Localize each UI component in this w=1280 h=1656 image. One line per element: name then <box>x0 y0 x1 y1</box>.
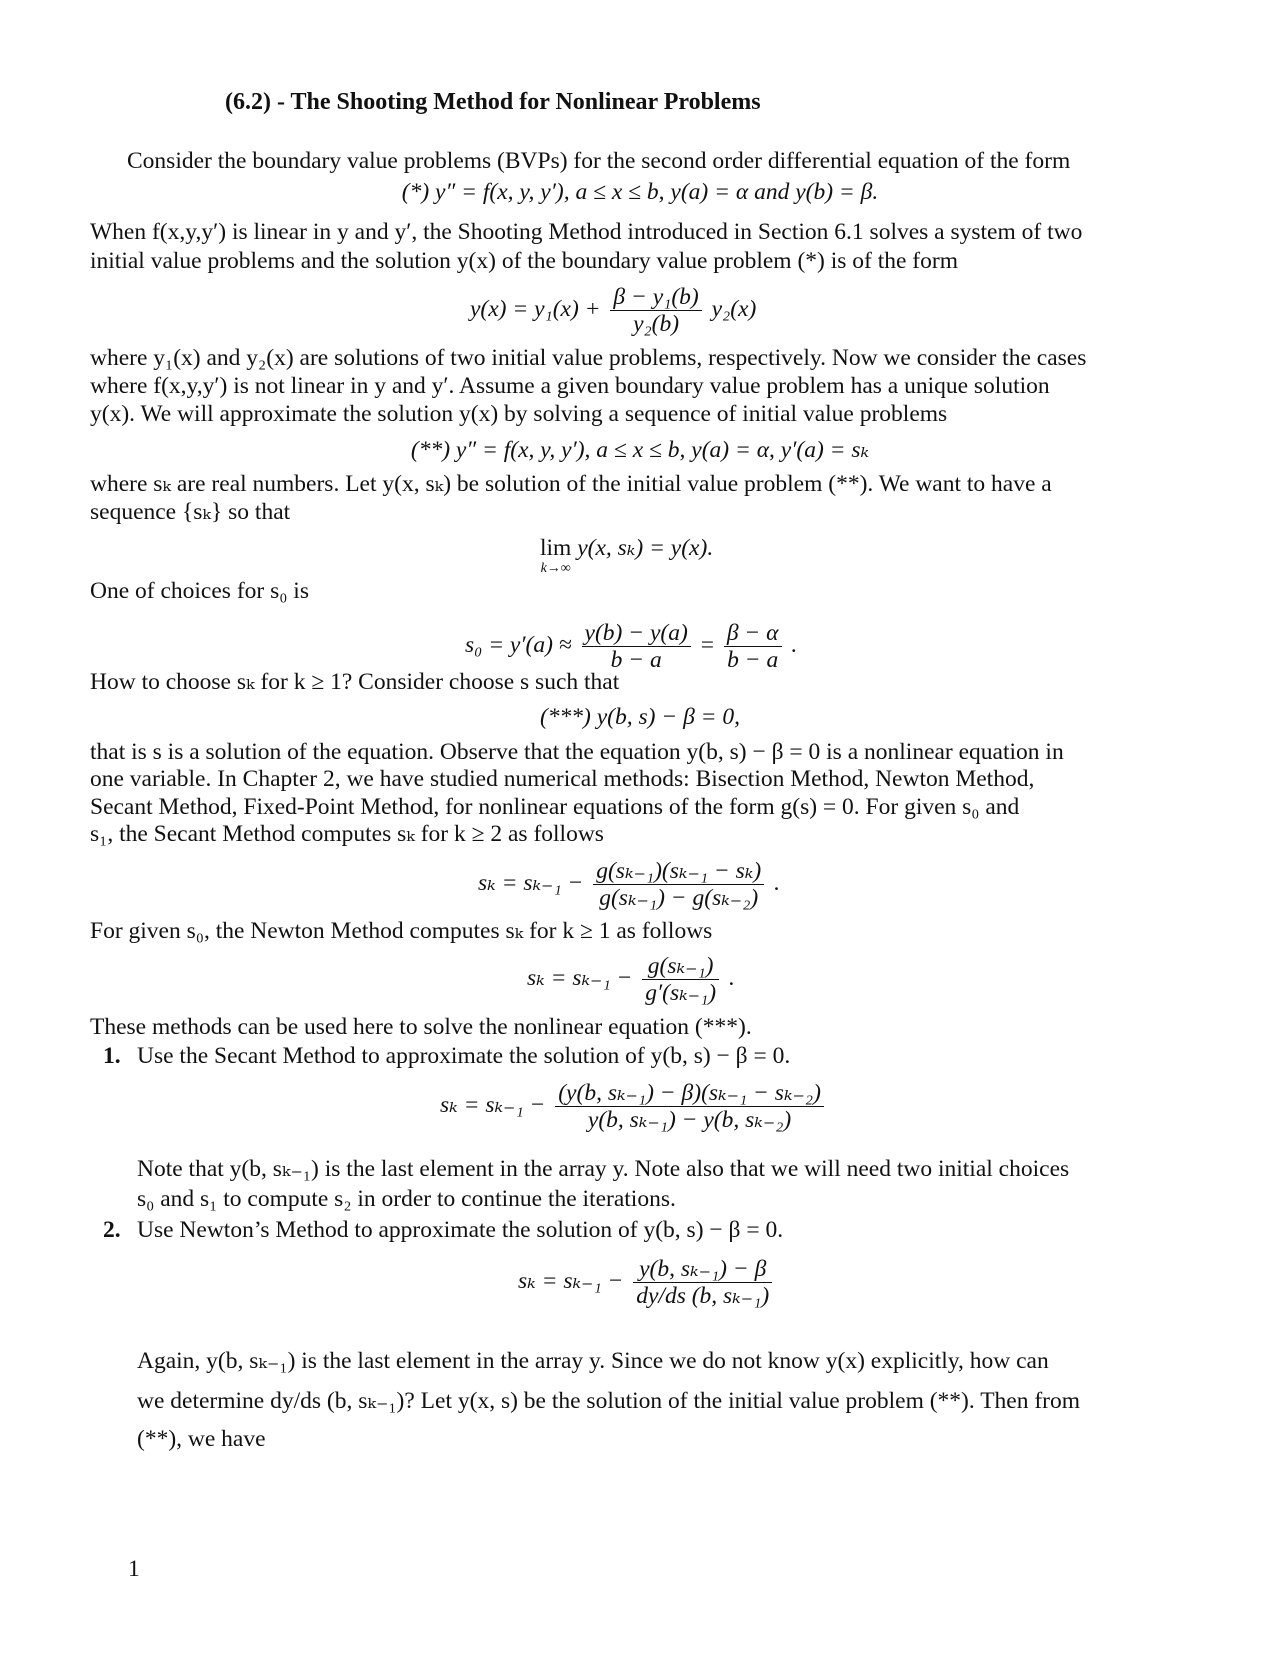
equation-linear-solution <box>470 284 756 337</box>
list-item-2-note-line2: we determine dy/ds (b, sₖ₋₁)? Let y(x, s) be the solution of the initial value problem (**). Then from <box>137 1388 1081 1414</box>
equation-secant-numerator: g(sₖ₋₁)(sₖ₋₁ − sₖ) <box>593 858 764 885</box>
paragraph-linear-line1: When f(x,y,y′) is linear in y and y′, the Shooting Method introduced in Section 6.1 solves a system of two <box>90 219 1083 245</box>
equation-linear-fraction <box>610 284 701 337</box>
equation-secant-fraction <box>593 858 764 911</box>
section-heading: (6.2) - The Shooting Method for Nonlinear Problems <box>225 89 761 115</box>
equation-s0-num1: y(b) − y(a) <box>582 620 691 647</box>
equation-linear-rhs: y₂(x) <box>711 295 757 322</box>
equation-linear-lhs: y(x) = y₁(x) + <box>470 295 601 322</box>
equation-shooting-newton-numerator: y(b, sₖ₋₁) − β <box>633 1256 772 1283</box>
equation-double-star: (**) y″ = f(x, y, y′), a ≤ x ≤ b, y(a) = α, y′(a) = sₖ <box>410 437 870 463</box>
page-number: 1 <box>128 1556 140 1582</box>
equation-s0-lhs: s₀ = y′(a) ≈ <box>465 631 572 658</box>
equation-s0-end: . <box>791 631 798 658</box>
paragraph-methods-line4: s₁, the Secant Method computes sₖ for k ≥ 2 as follows <box>90 821 604 847</box>
equation-shooting-secant-denominator: y(b, sₖ₋₁) − y(b, sₖ₋₂) <box>587 1107 792 1133</box>
equation-shooting-newton-fraction <box>633 1256 772 1309</box>
equation-shooting-secant <box>440 1080 828 1133</box>
equation-s0-den1: b − a <box>610 647 662 673</box>
paragraph-methods-line1: that is s is a solution of the equation. Observe that the equation y(b, s) − β = 0 is a nonlinear equation in <box>90 739 1064 765</box>
list-item-number-2: 2. <box>103 1217 121 1243</box>
limit-label: lim <box>540 535 572 561</box>
equation-s0-den2: b − a <box>727 647 779 673</box>
equation-shooting-secant-lhs: sₖ = sₖ₋₁ − <box>440 1091 546 1118</box>
limit-operator <box>540 534 571 575</box>
equation-newton-end: . <box>728 964 735 991</box>
list-item-number-1: 1. <box>103 1043 121 1069</box>
paragraph-nonlinear-line3: y(x). We will approximate the solution y(x) by solving a sequence of initial value problems <box>90 401 948 427</box>
equation-newton-lhs: sₖ = sₖ₋₁ − <box>527 964 633 991</box>
list-item-1-note-line1: Note that y(b, sₖ₋₁) is the last element in the array y. Note also that we will need two initial choices <box>137 1156 1070 1182</box>
list-item-2-note-line3: (**), we have <box>137 1426 266 1452</box>
equation-linear-denominator: y₂(b) <box>633 311 680 337</box>
equation-shooting-newton-denominator: dy/ds (b, sₖ₋₁) <box>636 1283 770 1309</box>
equation-shooting-secant-numerator: (y(b, sₖ₋₁) − β)(sₖ₋₁ − sₖ₋₂) <box>555 1080 824 1107</box>
paragraph-choose-sk: How to choose sₖ for k ≥ 1? Consider choose s such that <box>90 669 620 695</box>
equation-s0-equals: = <box>700 631 714 658</box>
equation-s0 <box>465 620 797 673</box>
equation-newton-denominator: g′(sₖ₋₁) <box>645 980 717 1006</box>
equation-newton-fraction <box>642 953 719 1006</box>
equation-triple-star: (***) y(b, s) − β = 0, <box>539 704 741 730</box>
list-item-1-text: Use the Secant Method to approximate the solution of y(b, s) − β = 0. <box>137 1043 791 1069</box>
paragraph-methods-line3: Secant Method, Fixed-Point Method, for nonlinear equations of the form g(s) = 0. For given s₀ and <box>90 794 1020 820</box>
paragraph-initial-choice: One of choices for s₀ is <box>90 578 309 604</box>
paragraph-nonlinear-line2: where f(x,y,y′) is not linear in y and y′. Assume a given boundary value problem has a unique solution <box>90 373 1050 399</box>
list-item-2-note-line1: Again, y(b, sₖ₋₁) is the last element in the array y. Since we do not know y(x) explicitly, how can <box>137 1348 1049 1374</box>
equation-star: (*) y″ = f(x, y, y′), a ≤ x ≤ b, y(a) = α and y(b) = β. <box>401 179 879 205</box>
paragraph-intro: Consider the boundary value problems (BVPs) for the second order differential equation of the form <box>127 148 1071 174</box>
equation-shooting-newton <box>518 1256 776 1309</box>
equation-secant-denominator: g(sₖ₋₁) − g(sₖ₋₂) <box>599 885 759 911</box>
paragraph-methods-line2: one variable. In Chapter 2, we have studied numerical methods: Bisection Method, Newton Method, <box>90 766 1035 792</box>
equation-s0-num2: β − α <box>724 620 782 647</box>
list-item-2-text: Use Newton’s Method to approximate the solution of y(b, s) − β = 0. <box>137 1217 784 1243</box>
paragraph-sequence-line2: sequence {sₖ} so that <box>90 499 291 525</box>
paragraph-nonlinear-line1: where y₁(x) and y₂(x) are solutions of two initial value problems, respectively. Now we consider the cases <box>90 345 1087 371</box>
equation-s0-fraction2 <box>724 620 782 673</box>
paragraph-newton-method: For given s₀, the Newton Method computes sₖ for k ≥ 1 as follows <box>90 918 713 944</box>
equation-limit <box>540 534 713 575</box>
equation-linear-numerator: β − y₁(b) <box>610 284 701 311</box>
paragraph-methods-usage: These methods can be used here to solve the nonlinear equation (***). <box>90 1014 752 1040</box>
equation-secant-end: . <box>774 869 780 896</box>
equation-newton <box>527 953 735 1006</box>
equation-newton-numerator: g(sₖ₋₁) <box>642 953 719 980</box>
equation-secant-lhs: sₖ = sₖ₋₁ − <box>478 869 584 896</box>
equation-shooting-newton-lhs: sₖ = sₖ₋₁ − <box>518 1267 624 1294</box>
paragraph-sequence-line1: where sₖ are real numbers. Let y(x, sₖ) be solution of the initial value problem (**). We want to have a <box>90 471 1052 497</box>
list-item-1-note-line2: s₀ and s₁ to compute s₂ in order to continue the iterations. <box>137 1186 676 1212</box>
limit-subscript: k→∞ <box>540 561 571 576</box>
equation-secant <box>478 858 780 911</box>
equation-s0-fraction1 <box>582 620 691 673</box>
paragraph-linear-line2: initial value problems and the solution y(x) of the boundary value problem (*) is of the form <box>90 248 958 274</box>
equation-shooting-secant-fraction <box>555 1080 824 1133</box>
limit-expression: y(x, sₖ) = y(x). <box>577 535 714 561</box>
